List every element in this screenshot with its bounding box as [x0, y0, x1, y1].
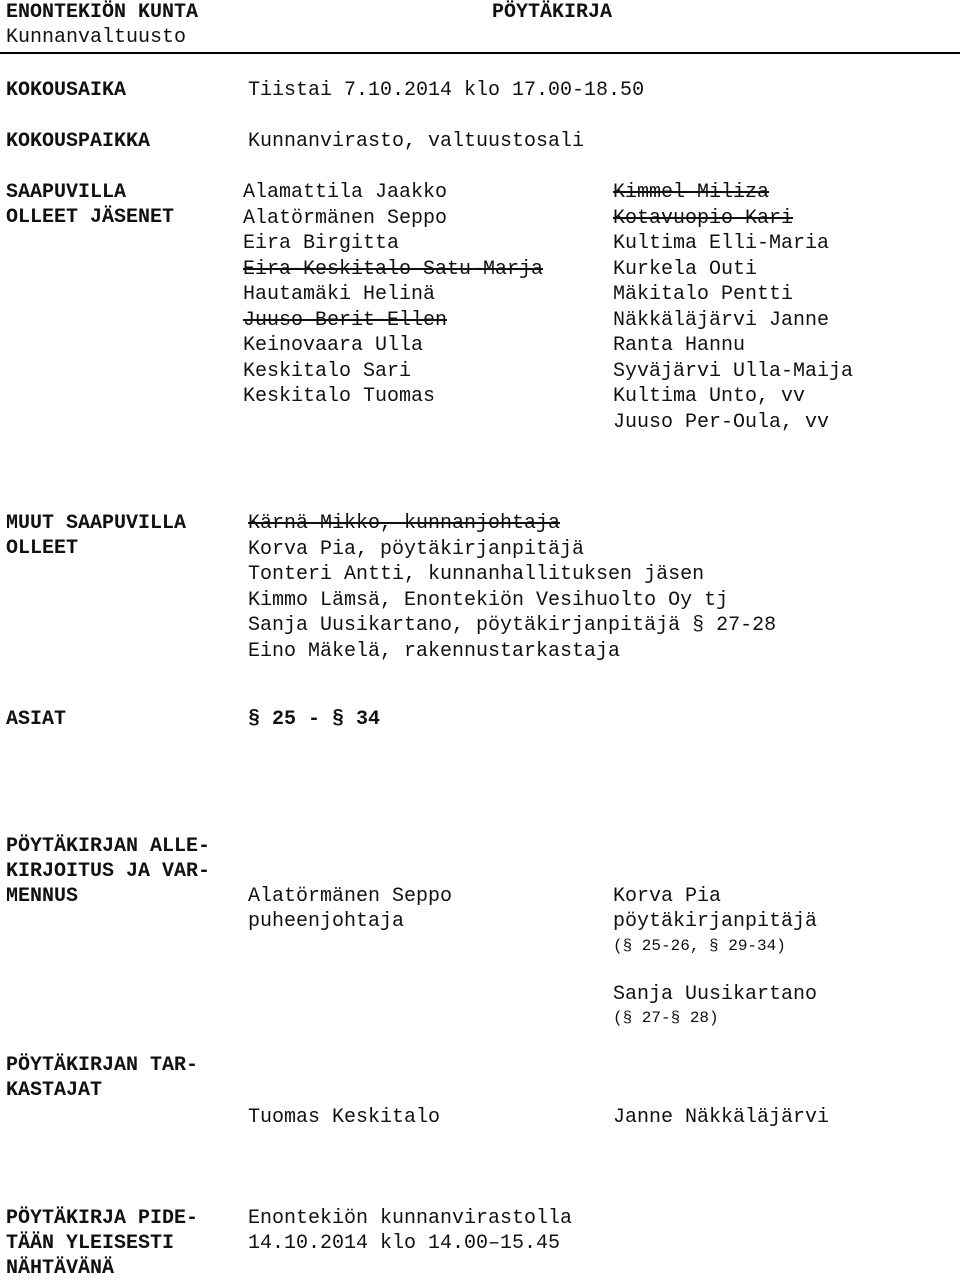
items-range: § 25 - § 34	[248, 708, 381, 731]
member-name: Keskitalo Tuomas	[243, 385, 436, 408]
others-list	[248, 511, 776, 664]
public-display-label: PÖYTÄKIRJA PIDE-	[6, 1207, 199, 1230]
public-display-time: 14.10.2014 klo 14.00–15.45	[248, 1232, 561, 1255]
inspectors-label: PÖYTÄKIRJAN TAR-	[6, 1054, 199, 1077]
member-name: Kimmel Miliza	[613, 181, 770, 204]
member-name: Hautamäki Helinä	[243, 283, 436, 306]
inspectors-label-2: KASTAJAT	[6, 1079, 103, 1102]
member-name: Juuso Berit-Ellen	[243, 308, 448, 332]
member-name: Kurkela Outi	[613, 257, 758, 281]
public-display-label-3: NÄHTÄVÄNÄ	[6, 1257, 115, 1280]
member-name: Ranta Hannu	[613, 334, 746, 357]
municipality-name: ENONTEKIÖN KUNTA	[6, 1, 199, 24]
other-attendee: Korva Pia, pöytäkirjanpitäjä	[248, 537, 585, 561]
chair-role: puheenjohtaja	[248, 910, 405, 933]
inspector-2: Janne Näkkäläjärvi	[613, 1106, 830, 1129]
members-right-column	[613, 180, 853, 435]
signatures-label-2: KIRJOITUS JA VAR-	[6, 860, 211, 883]
other-attendee: Sanja Uusikartano, pöytäkirjanpitäjä § 27-28	[248, 614, 777, 637]
meeting-time-label: KOKOUSAIKA	[6, 79, 127, 102]
member-name: Mäkitalo Pentti	[613, 283, 794, 306]
secretary2-name: Sanja Uusikartano	[613, 983, 818, 1006]
meeting-place-label: KOKOUSPAIKKA	[6, 130, 151, 153]
council-name: Kunnanvaltuusto	[6, 26, 187, 49]
public-display-label-2: TÄÄN YLEISESTI	[6, 1232, 175, 1255]
chair-name: Alatörmänen Seppo	[248, 885, 453, 908]
member-name: Eira-Keskitalo Satu-Marja	[243, 257, 544, 281]
secretary-role: pöytäkirjanpitäjä	[613, 910, 818, 933]
member-name: Alatörmänen Seppo	[243, 206, 448, 230]
member-name: Eira Birgitta	[243, 232, 400, 255]
member-name: Kultima Unto, vv	[613, 385, 806, 408]
others-label: MUUT SAAPUVILLA	[6, 512, 187, 535]
other-attendee: Kimmo Lämsä, Enontekiön Vesihuolto Oy tj	[248, 588, 729, 612]
member-name: Syväjärvi Ulla-Maija	[613, 359, 854, 383]
member-name: Keskitalo Sari	[243, 359, 412, 383]
signatures-label-3: MENNUS	[6, 885, 79, 908]
others-label-2: OLLEET	[6, 537, 79, 560]
other-attendee: Eino Mäkelä, rakennustarkastaja	[248, 639, 621, 663]
members-label: SAAPUVILLA	[6, 181, 127, 204]
secretary2-sections: (§ 27-§ 28)	[613, 1009, 719, 1027]
member-name: Alamattila Jaakko	[243, 181, 448, 204]
meeting-place-value: Kunnanvirasto, valtuustosali	[248, 130, 585, 153]
member-name: Näkkäläjärvi Janne	[613, 308, 830, 332]
document-type: PÖYTÄKIRJA	[492, 1, 613, 24]
other-attendee: Kärnä Mikko, kunnanjohtaja	[248, 512, 561, 535]
items-label: ASIAT	[6, 708, 67, 731]
members-left-column	[243, 180, 543, 410]
member-name: Kotavuopio Kari	[613, 206, 794, 230]
signatures-label: PÖYTÄKIRJAN ALLE-	[6, 835, 211, 858]
secretary-name: Korva Pia	[613, 885, 722, 908]
secretary-sections: (§ 25-26, § 29-34)	[613, 937, 786, 955]
member-name: Juuso Per-Oula, vv	[613, 410, 830, 434]
inspector-1: Tuomas Keskitalo	[248, 1106, 441, 1129]
header-divider	[0, 52, 960, 54]
other-attendee: Tonteri Antti, kunnanhallituksen jäsen	[248, 563, 705, 586]
meeting-time-value: Tiistai 7.10.2014 klo 17.00-18.50	[248, 79, 645, 102]
public-display-place: Enontekiön kunnanvirastolla	[248, 1207, 573, 1230]
member-name: Keinovaara Ulla	[243, 334, 424, 357]
member-name: Kultima Elli-Maria	[613, 232, 830, 255]
members-label-2: OLLEET JÄSENET	[6, 206, 175, 229]
